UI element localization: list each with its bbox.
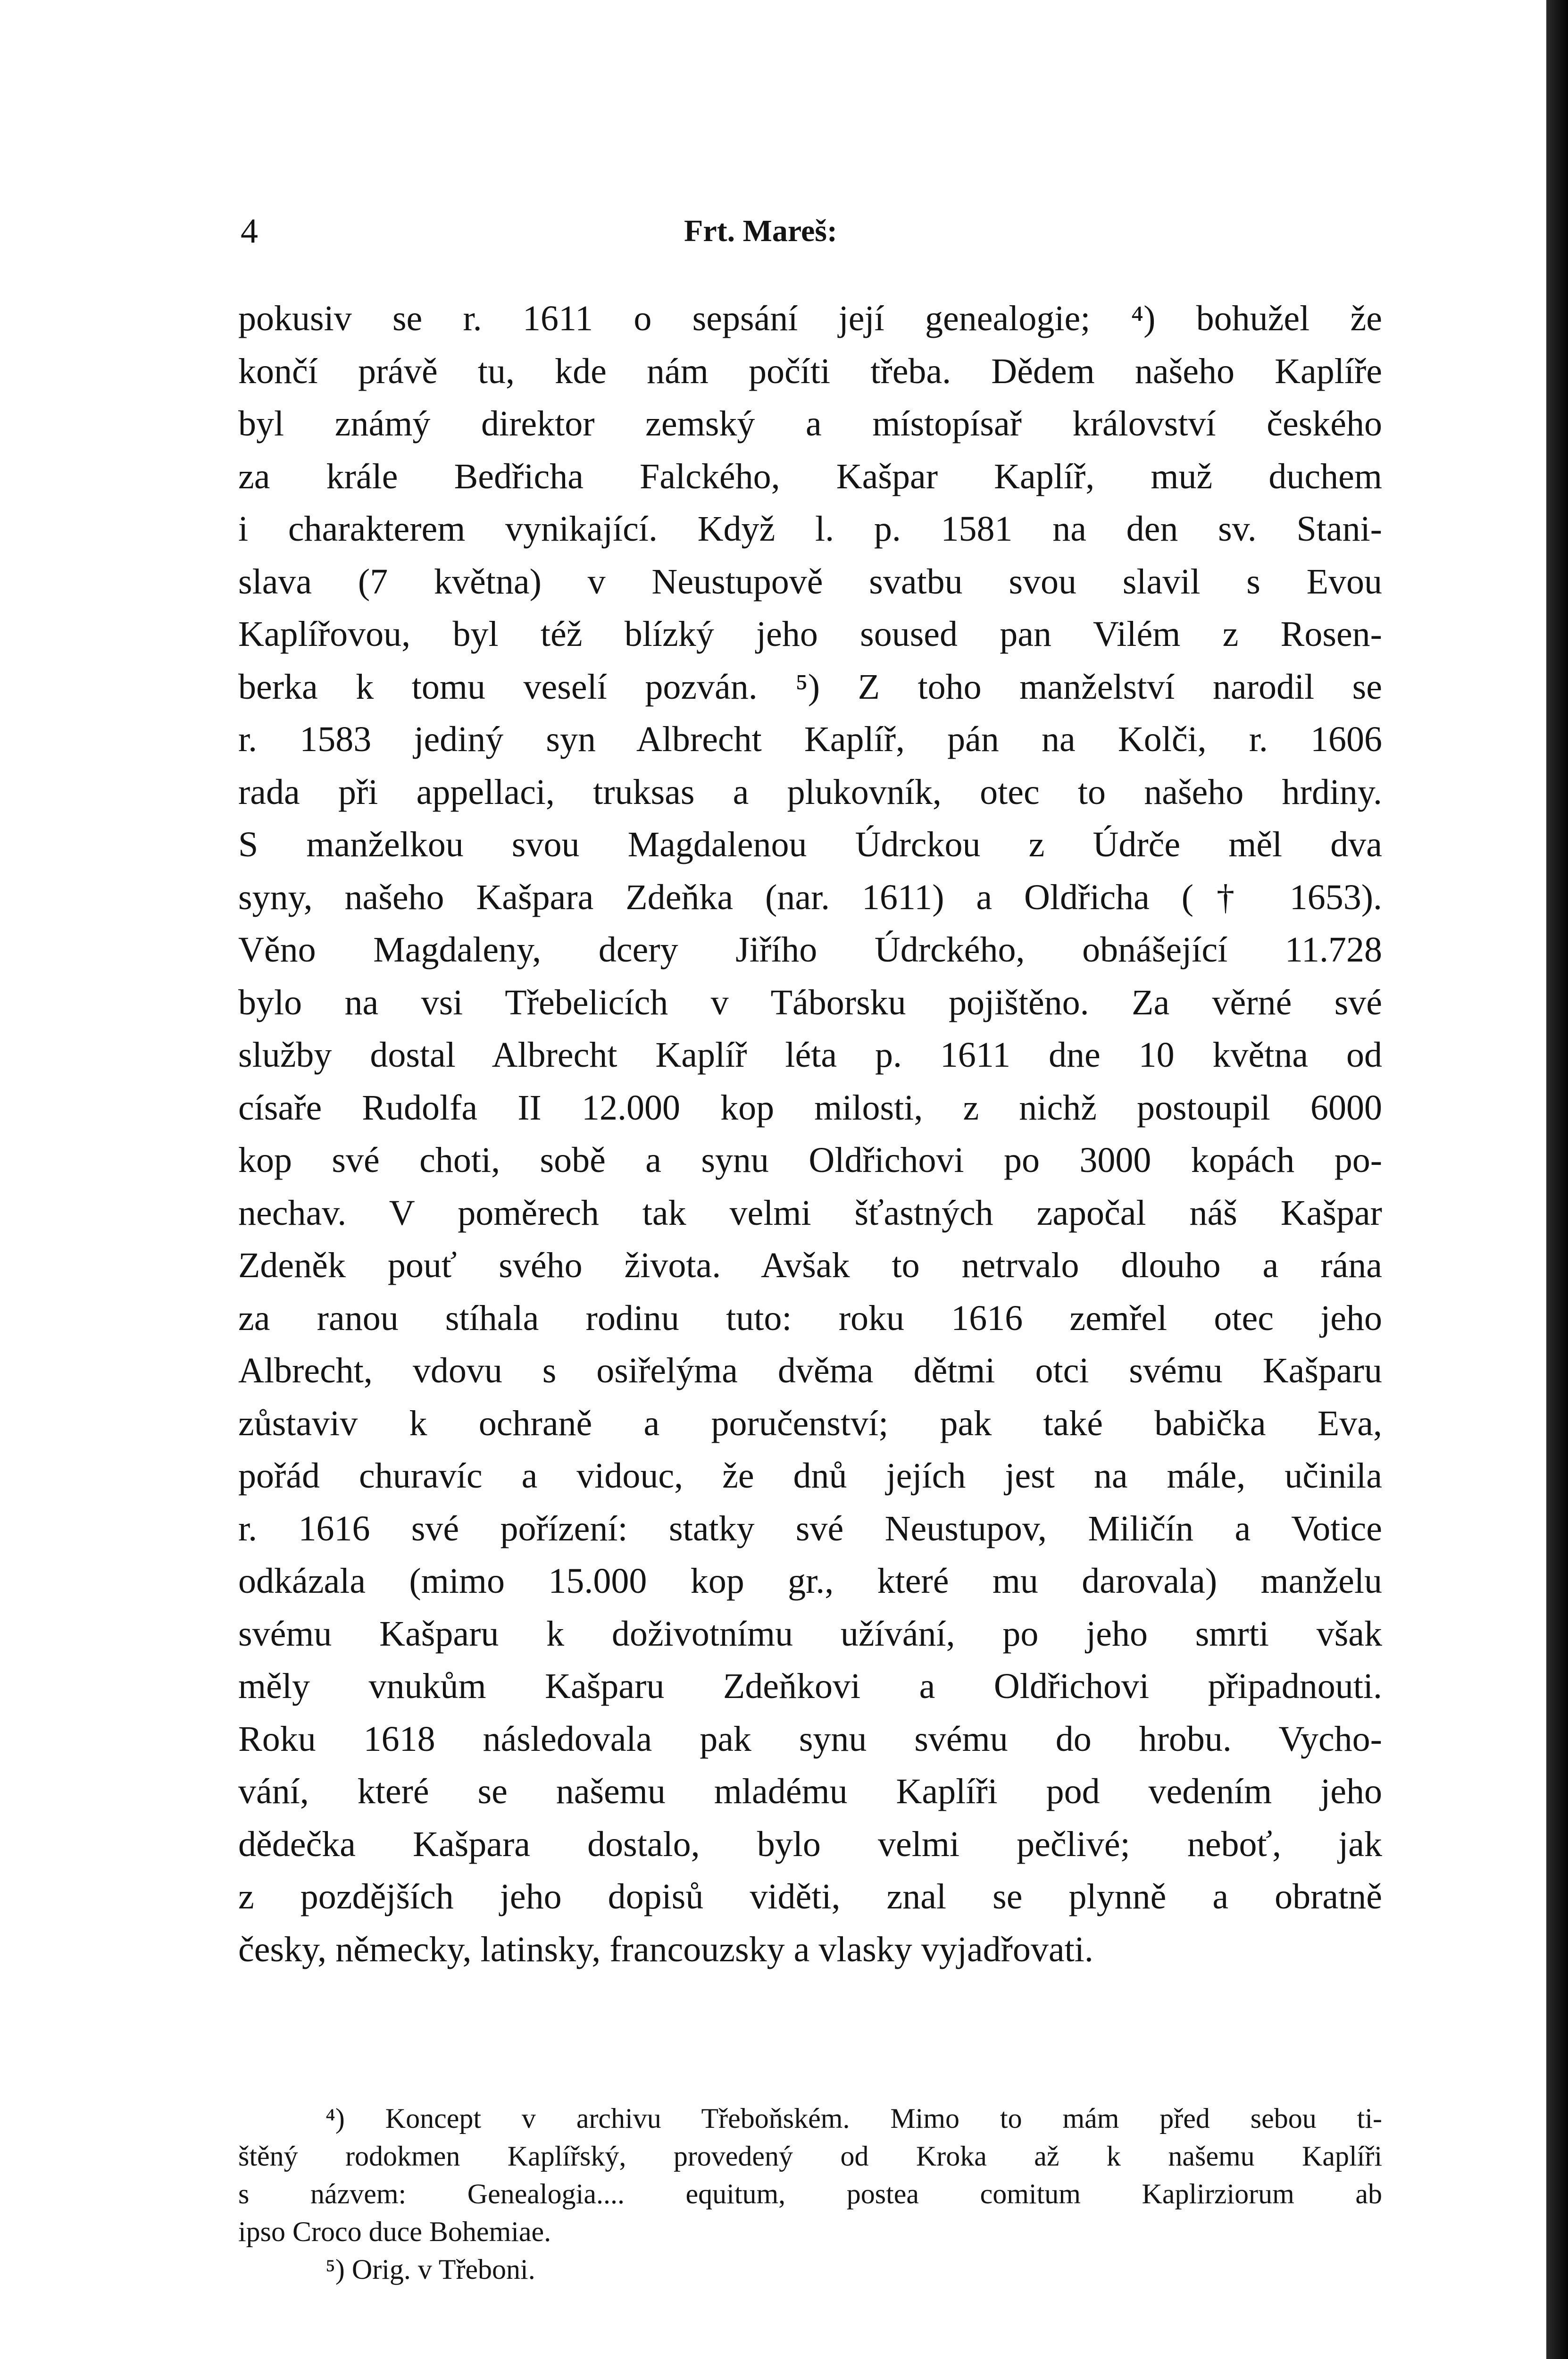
running-head-author: Frt. Mareš: [684, 214, 837, 248]
body-line: měly vnukům Kašparu Zdeňkovi a Oldřichovi připadnouti. [238, 1666, 1382, 1706]
body-text [238, 293, 1382, 1976]
footnote-5: ⁵) Orig. v Třeboni. [325, 2254, 535, 2285]
page-number: 4 [241, 212, 258, 251]
body-line: kop své choti, sobě a synu Oldřichovi po 3000 kopách po- [238, 1140, 1382, 1180]
body-line: vání, které se našemu mladému Kaplíři pod vedením jeho [238, 1772, 1382, 1811]
body-line: nechav. V poměrech tak velmi šťastných započal náš Kašpar [238, 1193, 1382, 1233]
body-line: syny, našeho Kašpara Zdeňka (nar. 1611) a Oldřicha († 1653). [238, 877, 1382, 917]
body-line: pokusiv se r. 1611 o sepsání její genealogie; ⁴) bohužel že [238, 299, 1382, 338]
body-line: císaře Rudolfa II 12.000 kop milosti, z nichž postoupil 6000 [238, 1087, 1382, 1128]
body-line: Albrecht, vdovu s osiřelýma dvěma dětmi otci svému Kašparu [238, 1351, 1382, 1390]
body-line: z pozdějších jeho dopisů viděti, znal se plynně a obratně [238, 1877, 1382, 1916]
body-line: berka k tomu veselí pozván. ⁵) Z toho manželství narodil se [238, 667, 1382, 707]
body-line: S manželkou svou Magdalenou Údrckou z Údrče měl dva [238, 825, 1382, 864]
body-line: česky, německy, latinsky, francouzsky a vlasky vyjadřovati. [238, 1929, 1093, 1969]
footnote-4-line: s názvem: Genealogia.... equitum, postea comitum Kaplirziorum ab [238, 2178, 1382, 2209]
body-line: r. 1583 jediný syn Albrecht Kaplíř, pán na Kolči, r. 1606 [238, 719, 1382, 759]
body-line: Roku 1618 následovala pak synu svému do hrobu. Vycho- [238, 1719, 1382, 1759]
body-line: pořád churavíc a vidouc, že dnů jejích jest na mále, učinila [238, 1456, 1382, 1496]
body-line: svému Kašparu k doživotnímu užívání, po jeho smrti však [238, 1614, 1382, 1654]
footnote-4-line: štěný rodokmen Kaplířský, provedený od Kroka až k našemu Kaplíři [238, 2141, 1382, 2172]
body-line: i charakterem vynikající. Když l. p. 1581 na den sv. Stani- [238, 509, 1382, 549]
footnote-4-line: ⁴) Koncept v archivu Třeboňském. Mimo to mám před sebou ti- [325, 2103, 1382, 2134]
body-line: slava (7 května) v Neustupově svatbu svou slavil s Evou [238, 561, 1382, 602]
body-line: Kaplířovou, byl též blízký jeho soused pan Vilém z Rosen- [238, 614, 1382, 654]
body-line: služby dostal Albrecht Kaplíř léta p. 1611 dne 10 května od [238, 1035, 1382, 1075]
body-line: dědečka Kašpara dostalo, bylo velmi pečlivé; neboť, jak [238, 1824, 1382, 1864]
body-line: bylo na vsi Třebelicích v Táborsku pojištěno. Za věrné své [238, 982, 1382, 1022]
scan-edge [1546, 0, 1568, 2359]
body-line: byl známý direktor zemský a místopísař království českého [238, 404, 1382, 443]
body-line: odkázala (mimo 15.000 kop gr., které mu darovala) manželu [238, 1561, 1382, 1601]
body-line: končí právě tu, kde nám počíti třeba. Dědem našeho Kaplíře [238, 351, 1382, 391]
body-line: r. 1616 své pořízení: statky své Neustupov, Miličín a Votice [238, 1508, 1382, 1548]
footnotes [238, 2100, 1382, 2288]
body-line: Zdeněk pouť svého života. Avšak to netrvalo dlouho a rána [238, 1246, 1382, 1285]
body-line: rada při appellaci, truksas a plukovník, otec to našeho hrdiny. [238, 772, 1382, 812]
body-line: za ranou stíhala rodinu tuto: roku 1616 zemřel otec jeho [238, 1298, 1382, 1338]
footnote-4-line: ipso Croco duce Bohemiae. [238, 2216, 551, 2247]
body-line: Věno Magdaleny, dcery Jiřího Údrckého, obnášející 11.728 [238, 930, 1382, 970]
body-line: za krále Bedřicha Falckého, Kašpar Kaplíř, muž duchem [238, 456, 1382, 496]
body-line: zůstaviv k ochraně a poručenství; pak také babička Eva, [238, 1403, 1382, 1443]
